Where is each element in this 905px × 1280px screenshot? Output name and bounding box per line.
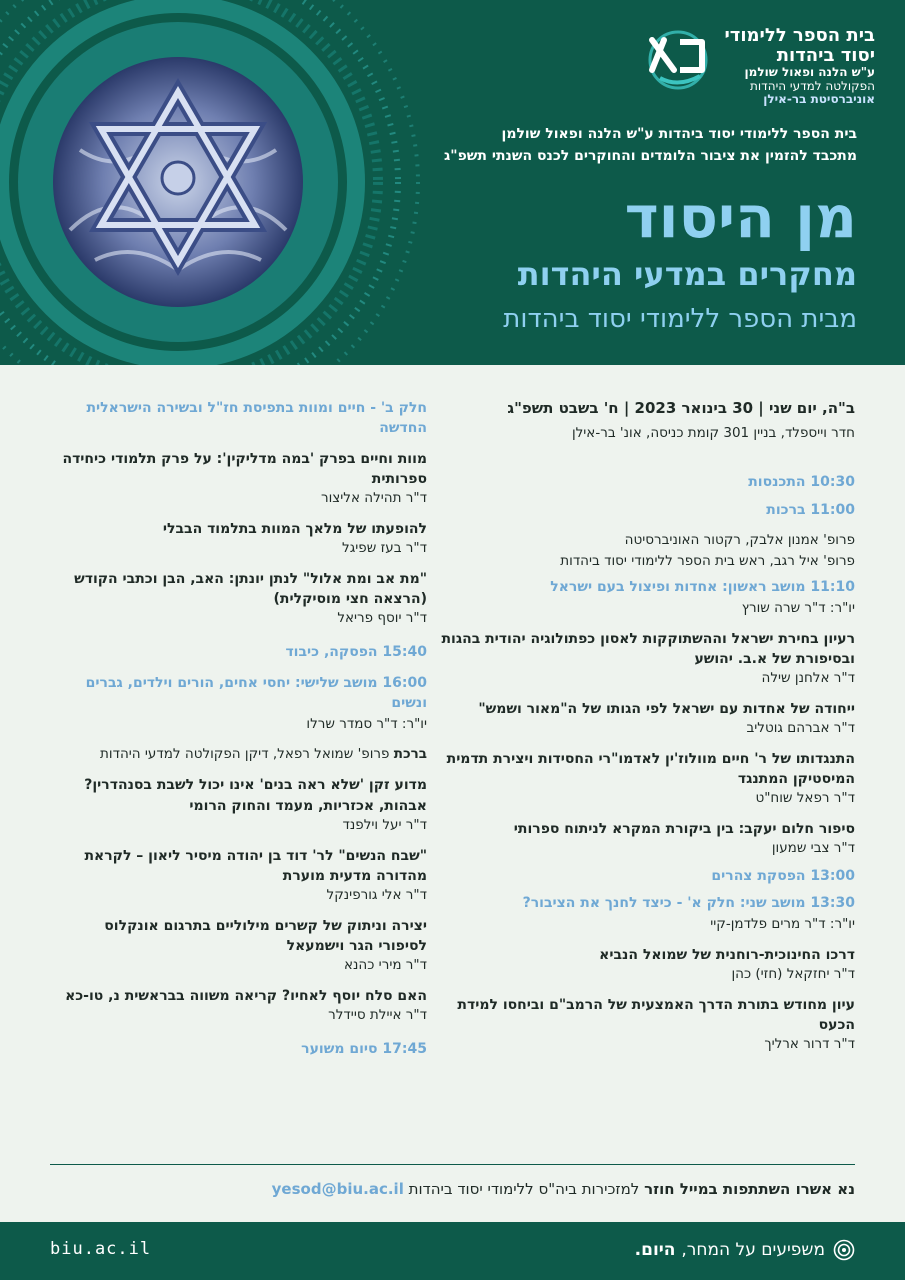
talk-speaker: ד"ר איילת סיידלר — [328, 1007, 427, 1024]
talk-item — [440, 699, 855, 739]
talk-speaker: ד"ר תהילה אליצור — [320, 490, 427, 507]
footer-slogan — [635, 1239, 855, 1261]
conference-title: מן היסוד — [624, 183, 857, 251]
school-name — [724, 26, 875, 107]
rsvp-line — [272, 1180, 855, 1198]
talk-speaker: ד"ר יחזקאל (חזי) כהן — [731, 966, 855, 983]
schedule-end: 17:45 סיום משוער — [301, 1040, 427, 1057]
session-2-chair: יו"ר: ד"ר מרים פלדמן-קיי — [710, 916, 855, 933]
talk-item — [440, 749, 855, 809]
talk-item — [52, 569, 427, 629]
talk-item — [440, 995, 855, 1055]
session-2-title: 13:30 מושב שני: חלק א' - כיצד לחנך את הציבור? — [522, 895, 855, 912]
logo-line-2: יסוד ביהדות — [776, 45, 875, 67]
rsvp-text-2: למזכירות ביה"ס ללימודי יסוד ביהדות — [403, 1180, 645, 1198]
talk-speaker: ד"ר אלחנן שילה — [761, 670, 855, 687]
header-banner — [0, 0, 905, 365]
session-3-title: 16:00 מושב שלישי: יחסי אחים, הורים וילדים, גברים ונשים — [85, 675, 427, 711]
rsvp-text: נא אשרו השתתפות במייל חוזר — [644, 1180, 855, 1198]
schedule-break: 15:40 הפסקה, כיבוד — [285, 643, 427, 660]
logo-line-5: אוניברסיטת בר-אילן — [763, 92, 875, 107]
talk-title: דרכו החינוכית-רוחנית של שמואל הנביא — [599, 946, 855, 963]
divider — [50, 1164, 855, 1165]
talk-item — [52, 449, 427, 509]
blessing-label: ברכת — [393, 746, 427, 763]
logo-line-1: בית הספר ללימודי — [724, 25, 875, 46]
talk-title: להופעתו של מלאך המוות בתלמוד הבבלי — [162, 520, 427, 537]
schedule-gathering: 10:30 התכנסות — [748, 474, 855, 491]
talk-speaker: ד"ר בעז שפיגל — [342, 540, 427, 557]
talk-title: מדוע זקן 'שלא ראה בנים' אינו יכול לשבת בסנהדרין? אבהות, אכזריות, מעמד והחוק הרומי — [84, 777, 427, 814]
logo-line-4: הפקולטה למדעי היהדות — [750, 78, 875, 93]
schedule-lunch: 13:00 הפסקת צהרים — [711, 867, 855, 884]
logo-line-3: ע"ש הלנה ופאול שולמן — [744, 65, 875, 80]
greeting-speaker: פרופ' אמנון אלבק, רקטור האוניברסיטה — [624, 532, 855, 549]
schedule-greetings: 11:00 ברכות — [766, 501, 855, 518]
footer-website-link[interactable]: biu.ac.il — [50, 1239, 152, 1259]
talk-speaker: ד"ר אברהם גוטליב — [746, 720, 855, 737]
talk-title: האם סלח יוסף לאחיו? קריאה משווה בבראשית נ, טו-כא — [65, 987, 427, 1004]
talk-speaker: ד"ר יוסף פריאל — [337, 610, 427, 627]
session-1-chair: יו"ר: ד"ר שרה שורץ — [741, 599, 855, 616]
target-circle-icon — [833, 1239, 855, 1261]
talk-title: יצירה וניתוק של קשרים מילוליים בתרגום אונקלוס לסיפורי הגר וישמעאל — [104, 917, 427, 954]
program-right-column — [440, 398, 855, 1055]
talk-speaker: ד"ר דרור ארליך — [764, 1036, 855, 1053]
talk-title: ייחודה של אחדות עם ישראל לפי הגותו של ה"מאור ושמש" — [478, 700, 855, 717]
greeting-speaker: פרופ' איל רגב, ראש בית הספר ללימודי יסוד ביהדות — [560, 553, 855, 570]
conference-host: מבית הספר ללימודי יסוד ביהדות — [503, 304, 857, 334]
slogan-part-1: משפיעים על המחר, — [681, 1240, 825, 1260]
slogan-part-2: היום. — [634, 1240, 682, 1260]
rsvp-email-link[interactable]: yesod@biu.ac.il — [271, 1180, 404, 1198]
event-location: חדר וייספלד, בניין 301 קומת כניסה, אונ' בר-אילן — [571, 425, 855, 441]
talk-title: רעיון בחירת ישראל וההשתוקקות לאסון כפתולוגיה יהודית בהגות ובסיפורת של א.ב. יהושע — [441, 630, 855, 668]
talk-item — [52, 916, 427, 976]
talk-speaker: ד"ר יעל וילפנד — [342, 816, 427, 833]
session-3-chair: יו"ר: ד"ר סמדר שרלו — [306, 715, 427, 732]
footer-bar — [0, 1222, 905, 1280]
talk-item — [440, 629, 855, 689]
intro-line-2: מתכבד להזמין את ציבור הלומדים והחוקרים לכנס השנתי תשפ"ג — [444, 147, 857, 164]
blessing-speaker: פרופ' שמואל רפאל, דיקן הפקולטה למדעי היהדות — [100, 746, 390, 763]
talk-title: "מת אב ומת אלול" לנתן יונתן: האב, הבן וכתבי הקודש (הרצאה חצי מוסיקלית) — [74, 570, 427, 607]
talk-title: עיון מחודש בתורת הדרך האמצעית של הרמב"ם וביחסו למידת הכעס — [457, 996, 855, 1034]
invitation-text — [337, 124, 857, 167]
talk-speaker: ד"ר צבי שמעון — [771, 840, 855, 857]
talk-speaker: ד"ר רפאל שוח"ט — [755, 790, 855, 807]
talk-item — [52, 775, 427, 835]
talk-item — [440, 945, 855, 985]
conference-subtitle: מחקרים במדעי היהדות — [517, 255, 857, 293]
talk-speaker: ד"ר אלי גורפינקל — [326, 887, 427, 904]
talk-item — [52, 986, 427, 1026]
talk-title: סיפור חלום יעקב: בין ביקורת המקרא לניתוח ספרותי — [513, 820, 855, 837]
dean-blessing — [52, 744, 427, 765]
talk-title: "שבח הנשים" לר' דוד בן יהודה מיסיר ליאון – לקראת מהדורה מדעית מוערת — [84, 847, 427, 884]
event-date: ב"ה, יום שני | 30 בינואר 2023 | ח' בשבט תשפ"ג — [507, 399, 855, 417]
school-logo — [644, 26, 875, 107]
program-left-column — [52, 398, 427, 1059]
session-2b-title: חלק ב' - חיים ומוות בתפיסת חז"ל ובשירה הישראלית החדשה — [86, 400, 427, 437]
talk-item — [440, 819, 855, 859]
intro-line-1: בית הספר ללימודי יסוד ביהדות ע"ש הלנה ופאול שולמן — [501, 126, 857, 142]
bar-ilan-logo-icon — [644, 26, 712, 90]
star-of-david-image — [0, 0, 430, 365]
talk-title: מוות וחיים בפרק 'במה מדליקין': על פרק תלמודי כיחידה ספרותית — [62, 450, 427, 487]
talk-item — [52, 519, 427, 559]
talk-title: התנגדותו של ר' חיים מוולוז'ין לאדמו"רי החסידות ויצירת תדמית המיסטיקן המתנגד — [446, 750, 855, 788]
talk-item — [52, 846, 427, 906]
talk-speaker: ד"ר מירי כהנא — [344, 957, 427, 974]
session-1-title: 11:10 מושב ראשון: אחדות ופיצול בעם ישראל — [550, 579, 855, 596]
